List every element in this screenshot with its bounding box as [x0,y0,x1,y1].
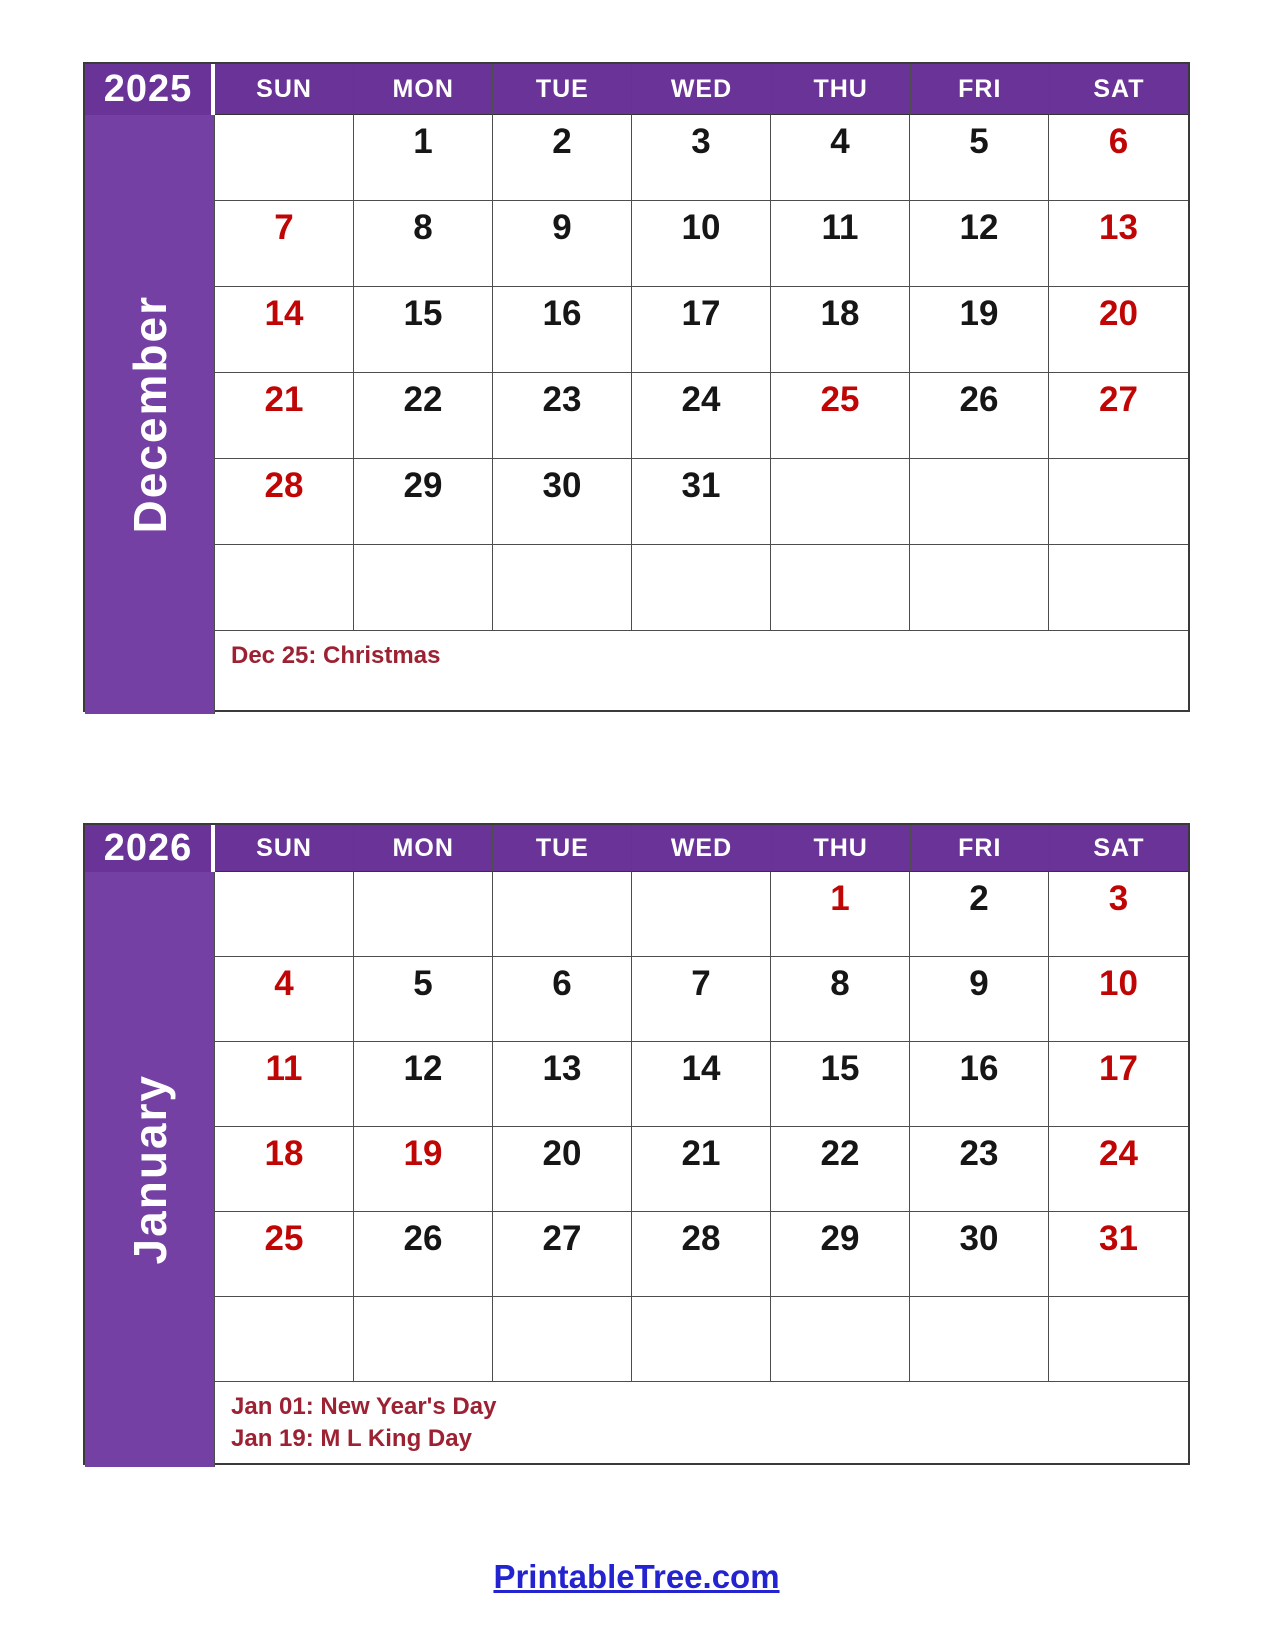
date-grid [215,115,1188,631]
calendar-header-row [85,64,1188,115]
date-cell-empty [910,1297,1049,1382]
day-header-sat: SAT [1050,825,1188,872]
date-cell-27: 27 [493,1212,632,1297]
date-cell-2: 2 [493,115,632,201]
date-cell-19: 19 [354,1127,493,1212]
calendar-january-2026 [83,823,1190,1465]
date-cell-empty [632,1297,771,1382]
day-header-sun: SUN [215,64,354,115]
date-cell-18: 18 [215,1127,354,1212]
date-cell-25: 25 [215,1212,354,1297]
date-cell-23: 23 [910,1127,1049,1212]
date-cell-7: 7 [215,201,354,287]
date-cell-empty [493,872,632,957]
date-cell-15: 15 [771,1042,910,1127]
date-cell-empty [771,545,910,631]
date-cell-28: 28 [215,459,354,545]
date-cell-5: 5 [354,957,493,1042]
date-cell-10: 10 [632,201,771,287]
calendar-december-2025 [83,62,1190,712]
calendar-body [85,872,1188,1467]
date-cell-22: 22 [354,373,493,459]
date-cell-18: 18 [771,287,910,373]
day-header-sat: SAT [1050,64,1188,115]
date-cell-26: 26 [354,1212,493,1297]
date-cell-28: 28 [632,1212,771,1297]
date-cell-29: 29 [771,1212,910,1297]
notes-area [215,1382,1188,1467]
year-label: 2026 [85,825,215,872]
month-sidebar [85,115,215,714]
month-label: January [123,1074,176,1265]
date-cell-empty [632,545,771,631]
day-header-mon: MON [354,64,493,115]
date-cell-8: 8 [354,201,493,287]
calendar-header-row [85,825,1188,872]
date-cell-31: 31 [1049,1212,1188,1297]
date-cell-11: 11 [215,1042,354,1127]
date-cell-empty [215,1297,354,1382]
calendar-grid-area [215,872,1188,1467]
date-cell-empty [910,459,1049,545]
date-cell-25: 25 [771,373,910,459]
date-cell-empty [771,1297,910,1382]
date-cell-21: 21 [215,373,354,459]
date-cell-8: 8 [771,957,910,1042]
date-cell-4: 4 [771,115,910,201]
day-header-sun: SUN [215,825,354,872]
day-header-wed: WED [632,825,771,872]
day-header-tue: TUE [493,825,632,872]
date-cell-20: 20 [1049,287,1188,373]
date-cell-2: 2 [910,872,1049,957]
date-cell-22: 22 [771,1127,910,1212]
day-header-tue: TUE [493,64,632,115]
day-header-fri: FRI [911,64,1050,115]
day-header-thu: THU [772,825,911,872]
holiday-note: Dec 25: Christmas [231,642,441,669]
date-cell-empty [1049,545,1188,631]
date-cell-empty [1049,459,1188,545]
month-sidebar [85,872,215,1467]
day-header-thu: THU [772,64,911,115]
date-cell-13: 13 [1049,201,1188,287]
date-cell-empty [771,459,910,545]
date-cell-3: 3 [632,115,771,201]
notes-area [215,631,1188,714]
date-cell-9: 9 [493,201,632,287]
calendar-body [85,115,1188,714]
date-cell-1: 1 [771,872,910,957]
date-cell-empty [493,545,632,631]
date-cell-empty [632,872,771,957]
month-label: December [123,295,176,534]
date-cell-31: 31 [632,459,771,545]
date-cell-23: 23 [493,373,632,459]
date-cell-empty [354,545,493,631]
date-cell-3: 3 [1049,872,1188,957]
holiday-note: Jan 01: New Year's Day [231,1393,497,1420]
day-header-fri: FRI [911,825,1050,872]
date-cell-empty [215,545,354,631]
date-cell-24: 24 [1049,1127,1188,1212]
date-cell-12: 12 [910,201,1049,287]
day-header-mon: MON [354,825,493,872]
date-cell-14: 14 [632,1042,771,1127]
day-header-wed: WED [632,64,771,115]
date-cell-10: 10 [1049,957,1188,1042]
date-cell-29: 29 [354,459,493,545]
date-cell-empty [1049,1297,1188,1382]
date-cell-empty [354,872,493,957]
date-cell-14: 14 [215,287,354,373]
date-cell-17: 17 [632,287,771,373]
day-header-row [215,64,1188,115]
date-cell-16: 16 [493,287,632,373]
date-cell-16: 16 [910,1042,1049,1127]
date-cell-19: 19 [910,287,1049,373]
date-cell-9: 9 [910,957,1049,1042]
date-cell-4: 4 [215,957,354,1042]
date-cell-13: 13 [493,1042,632,1127]
date-cell-30: 30 [910,1212,1049,1297]
date-cell-7: 7 [632,957,771,1042]
calendar-grid-area [215,115,1188,714]
date-cell-5: 5 [910,115,1049,201]
day-header-row [215,825,1188,872]
date-cell-6: 6 [493,957,632,1042]
date-cell-20: 20 [493,1127,632,1212]
footer [83,1558,1190,1596]
date-cell-27: 27 [1049,373,1188,459]
date-cell-empty [215,872,354,957]
printabletree-link[interactable]: PrintableTree.com [493,1558,780,1595]
year-label: 2025 [85,64,215,115]
date-grid [215,872,1188,1382]
date-cell-empty [910,545,1049,631]
date-cell-empty [354,1297,493,1382]
holiday-note: Jan 19: M L King Day [231,1425,472,1453]
date-cell-6: 6 [1049,115,1188,201]
date-cell-17: 17 [1049,1042,1188,1127]
date-cell-1: 1 [354,115,493,201]
date-cell-11: 11 [771,201,910,287]
date-cell-30: 30 [493,459,632,545]
date-cell-26: 26 [910,373,1049,459]
date-cell-21: 21 [632,1127,771,1212]
date-cell-empty [493,1297,632,1382]
date-cell-24: 24 [632,373,771,459]
date-cell-empty [215,115,354,201]
date-cell-15: 15 [354,287,493,373]
date-cell-12: 12 [354,1042,493,1127]
